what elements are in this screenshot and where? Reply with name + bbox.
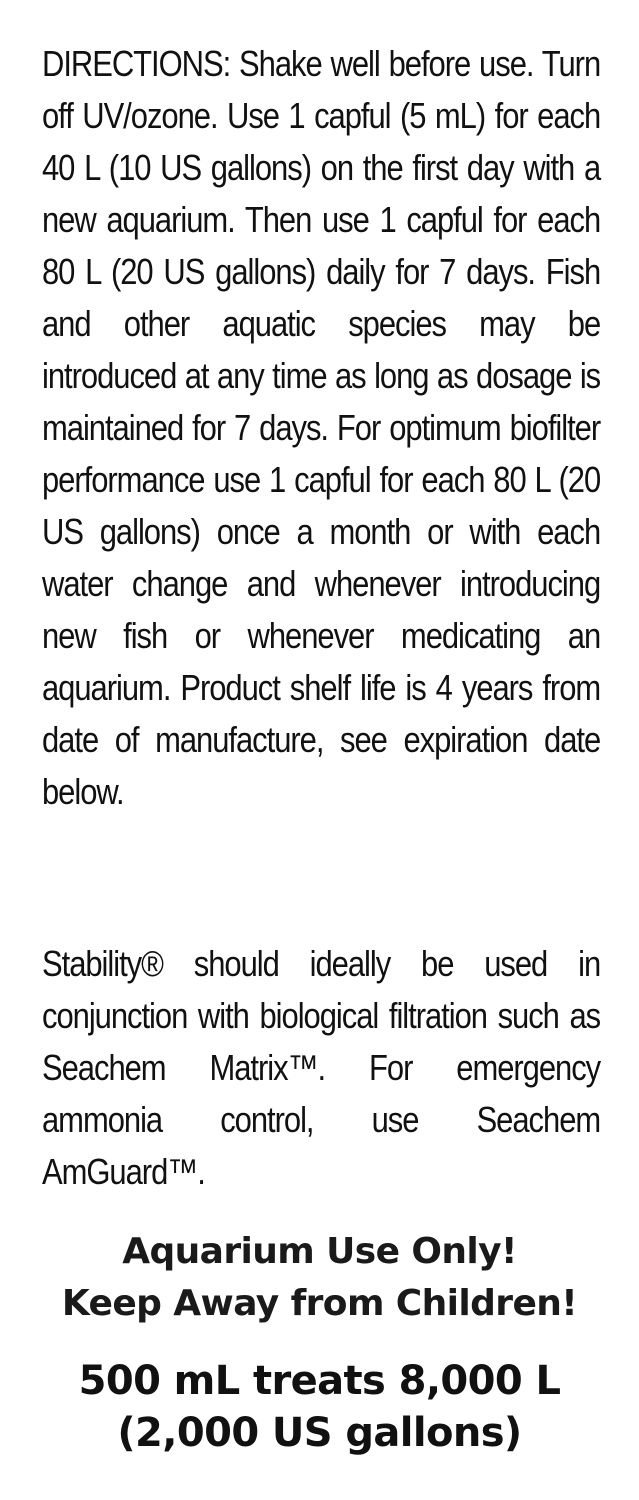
- aquarium-use-only-warning: Aquarium Use Only!: [122, 1231, 517, 1272]
- treatment-volume-block: [0, 1355, 639, 1459]
- warning-block: [0, 1226, 639, 1330]
- stability-usage-note: Stability® should ideally be used in conjunction with biological filtration such as Seachem Matrix™. For emergency ammonia control, use Seachem AmGuard™.: [42, 943, 601, 1192]
- treatment-volume-metric: 500 mL treats 8,000 L: [78, 1358, 561, 1404]
- product-label-back: [42, 0, 600, 1500]
- keep-away-from-children-warning: Keep Away from Children!: [61, 1283, 578, 1324]
- treatment-volume-us: (2,000 US gallons): [117, 1410, 522, 1456]
- directions-paragraph: DIRECTIONS: Shake well before use. Turn off UV/ozone. Use 1 capful (5 mL) for each 40 L (10 US gallons) on the first day with a new aquarium. Then use 1 capful for each 80 L (20 US gallons) daily for 7 days. Fish and other aquatic species may be introduced at any time as long as dosage is maintained for 7 days. For optimum biofilter performance use 1 capful for each 80 L (20 US gallons) once a month or with each water change and whenever introducing new fish or whenever medicating an aquarium. Product shelf life is 4 years from date of manufacture, see expiration date below.: [42, 43, 601, 812]
